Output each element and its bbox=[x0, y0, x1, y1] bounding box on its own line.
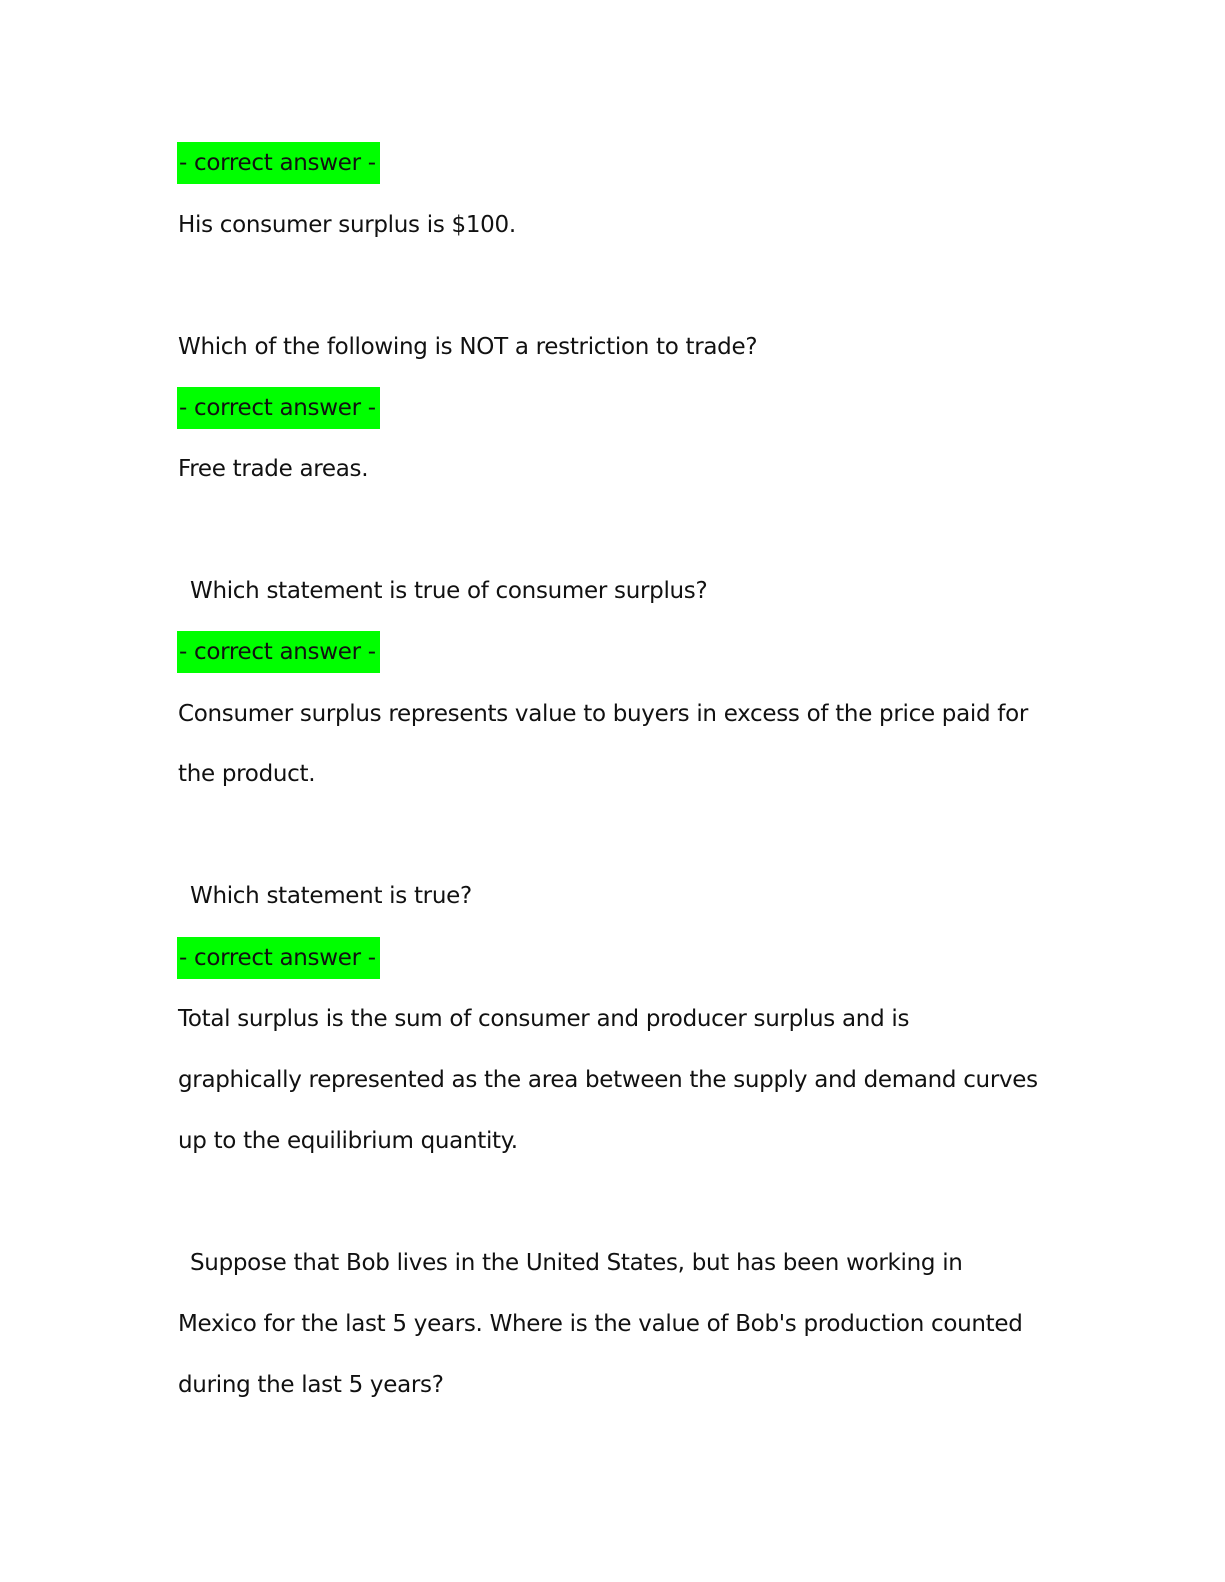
answer-text: Total surplus is the sum of consumer and producer surplus and is bbox=[178, 1006, 910, 1032]
correct-answer-highlight: - correct answer - bbox=[177, 142, 380, 184]
correct-answer-highlight: - correct answer - bbox=[177, 387, 380, 429]
question-text: during the last 5 years? bbox=[178, 1372, 444, 1398]
answer-text: Consumer surplus represents value to buyers in excess of the price paid for bbox=[178, 701, 1029, 727]
correct-answer-highlight: - correct answer - bbox=[177, 631, 380, 673]
correct-answer-highlight: - correct answer - bbox=[177, 937, 380, 979]
question-text: Which of the following is NOT a restriction to trade? bbox=[178, 334, 758, 360]
question-text: Mexico for the last 5 years. Where is the value of Bob's production counted bbox=[178, 1311, 1023, 1337]
answer-text: graphically represented as the area between the supply and demand curves bbox=[178, 1067, 1038, 1093]
answer-text: up to the equilibrium quantity. bbox=[178, 1128, 518, 1154]
answer-text: the product. bbox=[178, 761, 316, 787]
question-text: Which statement is true of consumer surplus? bbox=[190, 578, 708, 604]
answer-text: Free trade areas. bbox=[178, 456, 369, 482]
question-text: Suppose that Bob lives in the United States, but has been working in bbox=[190, 1250, 963, 1276]
question-text: Which statement is true? bbox=[190, 883, 472, 909]
answer-text: His consumer surplus is $100. bbox=[178, 212, 516, 238]
